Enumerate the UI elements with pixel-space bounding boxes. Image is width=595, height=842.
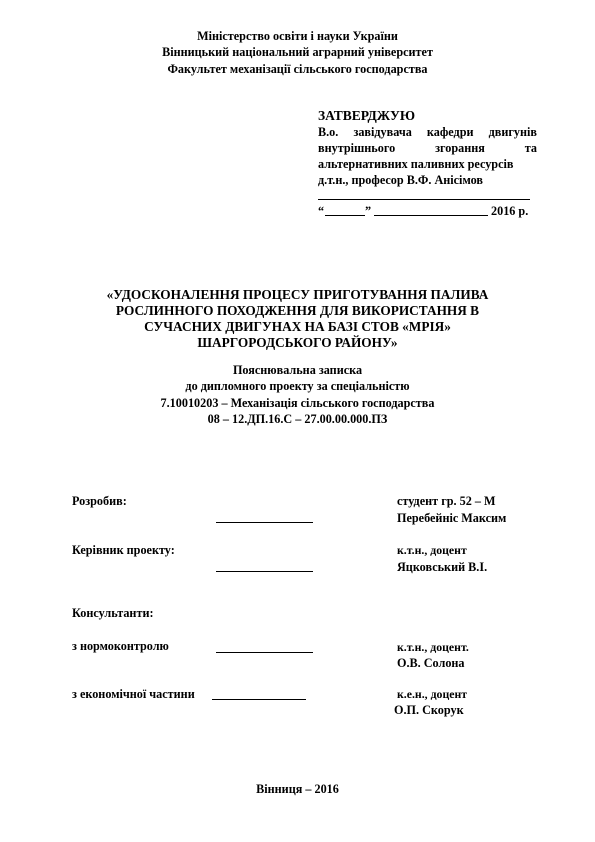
thesis-title-line-4: ШАРГОРОДСЬКОГО РАЙОНУ» <box>197 335 398 350</box>
developer-role: студент гр. 52 – М <box>397 494 496 508</box>
approval-date-year: 2016 р. <box>491 204 529 218</box>
approval-date-open-quote: “ <box>318 204 325 218</box>
document-code: 08 – 12.ДП.16.С – 27.00.00.000.ПЗ <box>207 412 388 426</box>
date-month-line <box>374 215 488 216</box>
signature-line <box>318 199 530 200</box>
approval-date-close-quote: ” <box>365 204 372 218</box>
thesis-title-line-1: «УДОСКОНАЛЕННЯ ПРОЦЕСУ ПРИГОТУВАННЯ ПАЛИВА <box>106 287 489 302</box>
thesis-title-line-3: СУЧАСНИХ ДВИГУНАХ НА БАЗІ СТОВ «МРІЯ» <box>144 319 451 334</box>
supervisor-name: Яцковський В.І. <box>397 560 488 574</box>
subtitle-line-1: Пояснювальна записка <box>232 363 363 377</box>
approval-word: внутрішнього <box>318 141 396 155</box>
subtitle-line-3: 7.10010203 – Механізація сільського господарства <box>160 396 435 410</box>
date-day-line <box>325 215 365 216</box>
normcontrol-label: з нормоконтролю <box>72 639 169 653</box>
approval-line-2 <box>318 140 537 156</box>
faculty-heading: Факультет механізації сільського господарства <box>167 62 428 76</box>
subtitle-line-2: до дипломного проекту за спеціальністю <box>185 379 410 393</box>
university-heading: Вінницький національний аграрний університет <box>162 45 433 59</box>
approval-line-1 <box>318 124 537 140</box>
approval-word: кафедри <box>426 125 474 139</box>
thesis-title-line-2: РОСЛИННОГО ПОХОДЖЕННЯ ДЛЯ ВИКОРИСТАННЯ В <box>115 303 480 318</box>
approval-line-3: альтернативних паливних ресурсів <box>318 157 514 171</box>
approval-signer: д.т.н., професор В.Ф. Анісімов <box>318 173 483 187</box>
developer-label: Розробив: <box>72 494 127 508</box>
normcontrol-name: О.В. Солона <box>397 656 465 670</box>
city-year: Вінниця – 2016 <box>256 782 339 796</box>
ministry-heading: Міністерство освіти і науки України <box>197 29 398 43</box>
economic-label: з економічної частини <box>72 687 195 701</box>
economic-signature-line <box>212 699 306 700</box>
supervisor-label: Керівник проекту: <box>72 543 175 557</box>
approval-title: ЗАТВЕРДЖУЮ <box>318 108 416 123</box>
developer-name: Перебейніс Максим <box>397 511 507 525</box>
approval-word: та <box>524 141 537 155</box>
supervisor-role: к.т.н., доцент <box>397 543 467 557</box>
supervisor-signature-line <box>216 571 313 572</box>
approval-word: двигунів <box>488 125 537 139</box>
approval-word: В.о. <box>318 125 339 139</box>
normcontrol-role: к.т.н., доцент. <box>397 640 469 654</box>
normcontrol-signature-line <box>216 652 313 653</box>
economic-name: О.П. Скорук <box>394 703 464 717</box>
developer-signature-line <box>216 522 313 523</box>
approval-word: згорання <box>435 141 485 155</box>
consultants-label: Консультанти: <box>72 606 154 620</box>
economic-role: к.е.н., доцент <box>397 687 468 701</box>
approval-word: завідувача <box>353 125 412 139</box>
